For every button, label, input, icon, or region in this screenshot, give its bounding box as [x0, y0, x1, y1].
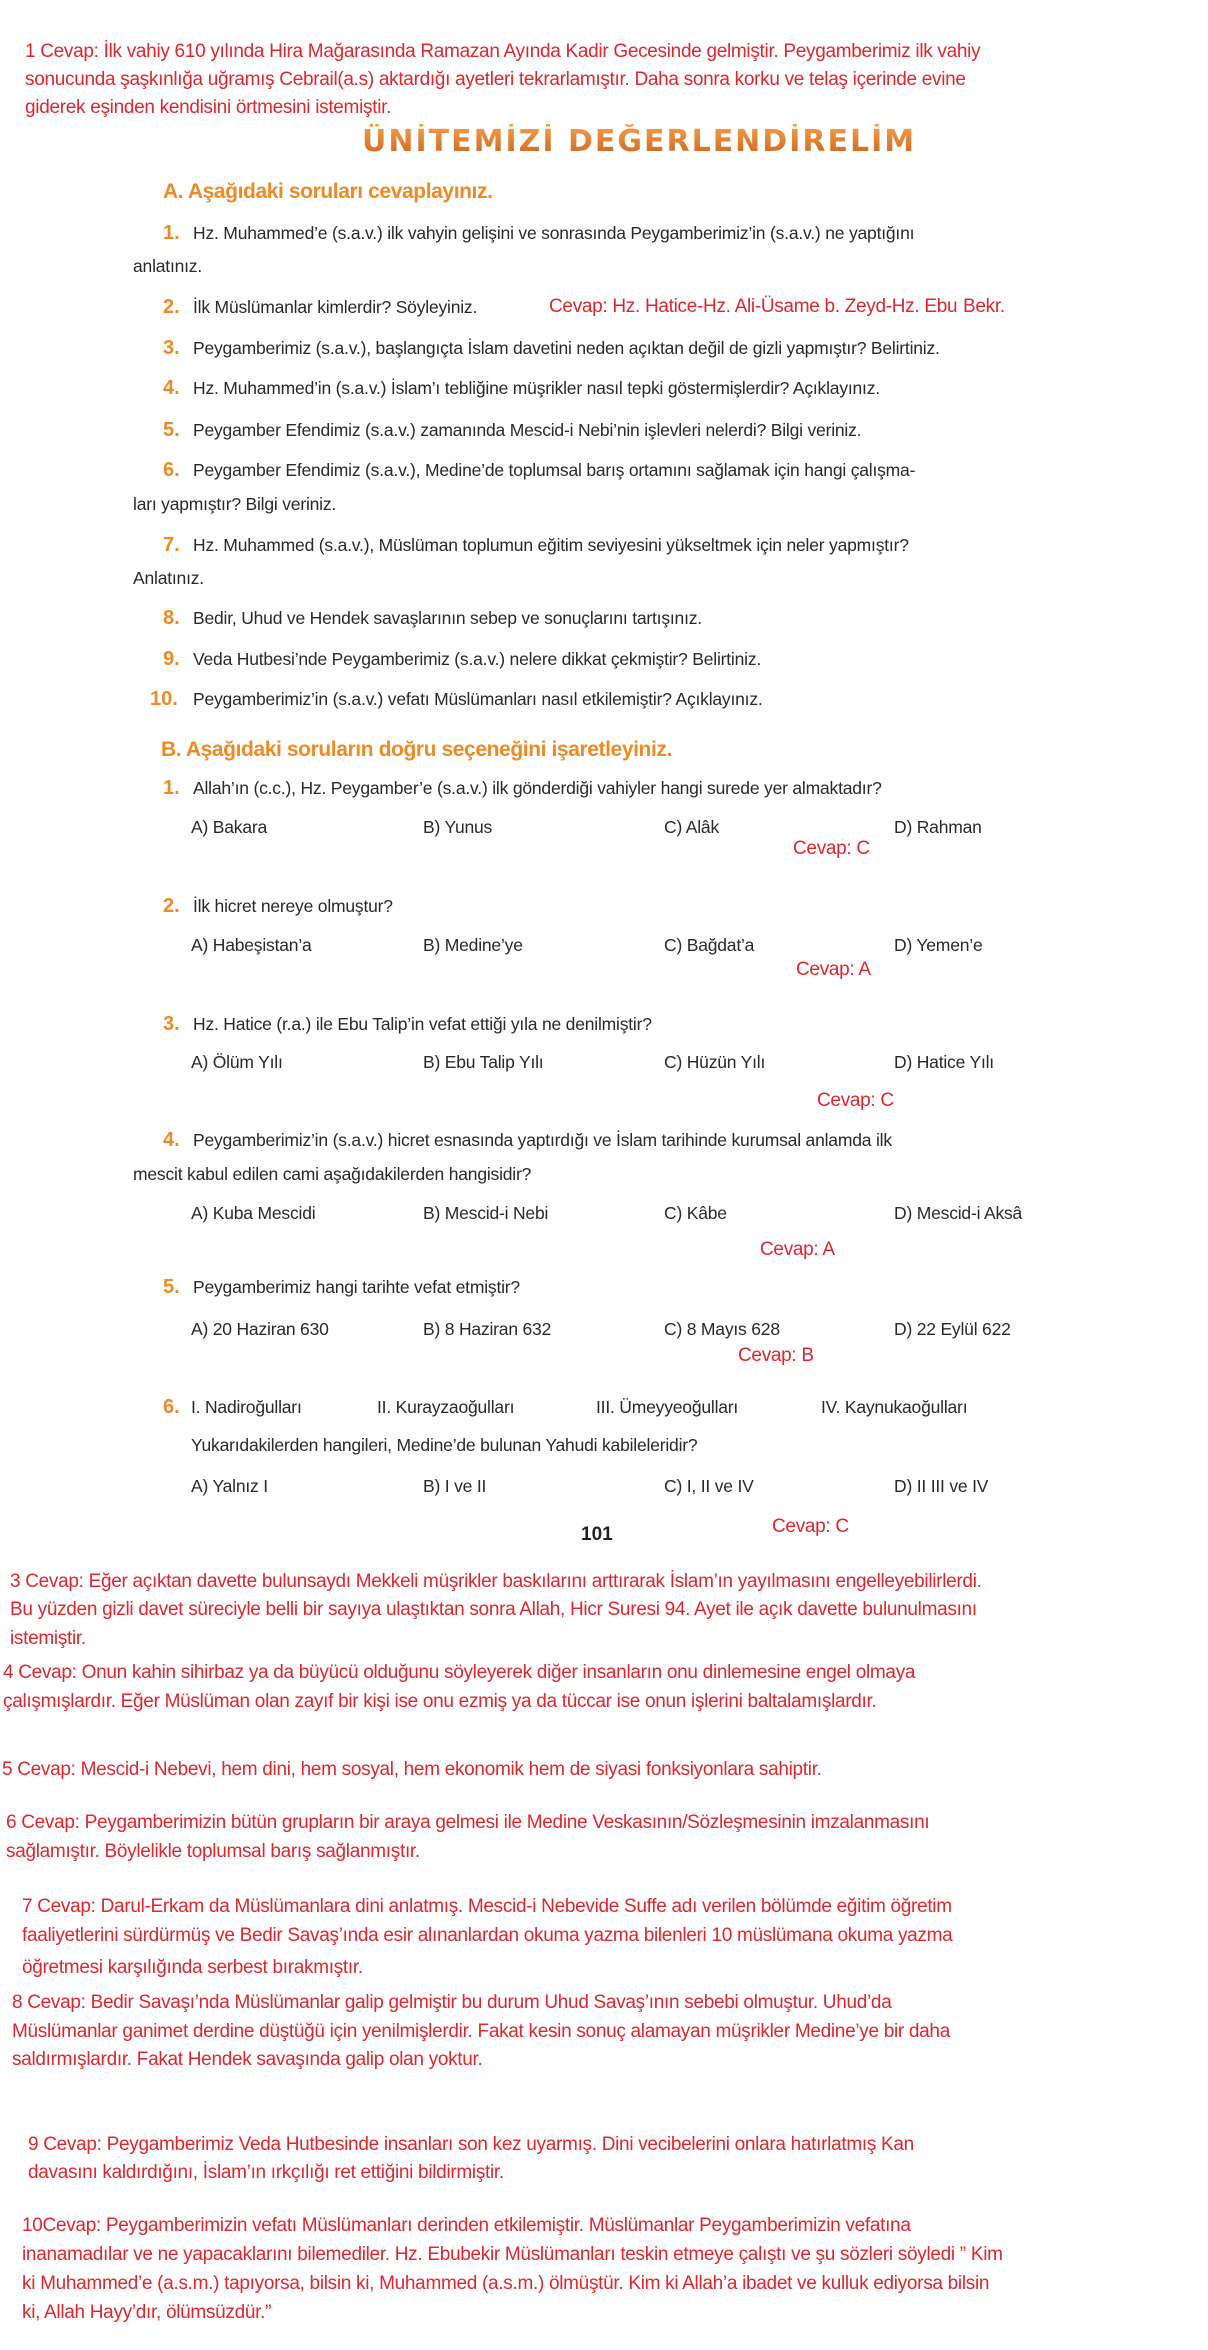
- answer-text-line: ki, Allah Hayy’dır, ölümsüzdür.”: [22, 2302, 272, 2323]
- question-text: İlk hicret nereye olmuştur?: [193, 896, 393, 916]
- answer-option: C) 8 Mayıs 628: [664, 1319, 780, 1339]
- answer-option: A) Ölüm Yılı: [191, 1052, 283, 1072]
- answer-option: D) Mescid-i Aksâ: [894, 1203, 1023, 1223]
- question-text: Peygamberimiz’in (s.a.v.) vefatı Müslümanları nasıl etkilemiştir? Açıklayınız.: [193, 689, 763, 709]
- answer-option: B) Mescid-i Nebi: [423, 1203, 549, 1223]
- question-text: Bedir, Uhud ve Hendek savaşlarının sebep ve sonuçlarını tartışınız.: [193, 608, 702, 628]
- answer-text-line: Bu yüzden gizli davet süreciyle belli bir sayıya ulaştıktan sonra Allah, Hicr Suresi 94. Ayet ile açık davette bulunulmasını: [10, 1599, 977, 1620]
- question-number: 3.: [163, 1013, 180, 1035]
- answer-option: D) Rahman: [894, 817, 982, 837]
- answer-option: A) Habeşistan’a: [191, 935, 312, 955]
- section-a-heading: A. Aşağıdaki soruları cevaplayınız.: [163, 180, 493, 203]
- answer-key: Cevap: C: [817, 1090, 894, 1111]
- answer-option: C) Alâk: [664, 817, 720, 837]
- answer-option: A) 20 Haziran 630: [191, 1319, 329, 1339]
- answer-key: Cevap: B: [738, 1345, 814, 1366]
- question-text: mescit kabul edilen cami aşağıdakilerden hangisidir?: [133, 1164, 532, 1184]
- answer-option: B) Ebu Talip Yılı: [423, 1052, 544, 1072]
- answer-text-line: 9 Cevap: Peygamberimiz Veda Hutbesinde insanları son kez uyarmış. Dini vecibelerini onlara hatırlatmış Kan: [28, 2134, 914, 2155]
- answer-text-line: ki Muhammed’e (a.s.m.) tapıyorsa, bilsin ki, Muhammed (a.s.m.) ölmüştür. Kim ki Allah’a ibadet ve kulluk ediyorsa bilsin: [22, 2273, 990, 2294]
- answer-option: C) I, II ve IV: [664, 1476, 754, 1496]
- answer-key: Cevap: A: [796, 959, 871, 980]
- question-number: 2.: [163, 296, 180, 318]
- answer-option: B) Yunus: [423, 817, 493, 837]
- answer-text-line: 5 Cevap: Mescid-i Nebevi, hem dini, hem sosyal, hem ekonomik hem de siyasi fonksiyonlara sahiptir.: [2, 1759, 822, 1780]
- answer-option: C) Kâbe: [664, 1203, 727, 1223]
- answer-1-line: giderek eşinden kendisini örtmesini istemiştir.: [25, 97, 392, 118]
- answer-key: Cevap: A: [760, 1239, 835, 1260]
- answer-text-line: çalışmışlardır. Eğer Müslüman olan zayıf bir kişi ise onu ezmiş ya da tüccar ise onun işlerini baltalamışlardır.: [3, 1691, 877, 1712]
- question-text: Hz. Hatice (r.a.) ile Ebu Talip’in vefat ettiği yıla ne denilmiştir?: [193, 1014, 652, 1034]
- question-text: ları yapmıştır? Bilgi veriniz.: [133, 494, 337, 514]
- statement-item: IV. Kaynukaoğulları: [821, 1397, 968, 1417]
- answer-option: C) Hüzün Yılı: [664, 1052, 766, 1072]
- answer-text-line: Müslümanlar ganimet derdine düştüğü için yenilmişlerdir. Fakat kesin sonuç alamayan müşrikler Medine’ye bir daha: [12, 2021, 950, 2042]
- answer-1-line: 1 Cevap: İlk vahiy 610 yılında Hira Mağarasında Ramazan Ayında Kadir Gecesinde gelmiştir. Peygamberimiz ilk vahiy: [25, 41, 981, 62]
- answer-text-line: saldırmışlardır. Fakat Hendek savaşında galip olan yoktur.: [12, 2049, 483, 2070]
- question-number: 8.: [163, 607, 180, 629]
- answer-option: B) Medine’ye: [423, 935, 523, 955]
- question-number: 9.: [163, 648, 180, 670]
- question-text: Veda Hutbesi’nde Peygamberimiz (s.a.v.) nelere dikkat çekmiştir? Belirtiniz.: [193, 649, 762, 669]
- q2-answer: Cevap: Hz. Hatice-Hz. Ali-Üsame b. Zeyd-Hz. Ebu: [549, 296, 958, 317]
- answer-text-line: 10Cevap: Peygamberimizin vefatı Müslümanları derinden etkilemiştir. Müslümanlar Peygamberimizin vefatına: [22, 2215, 911, 2236]
- answer-1-line: sonucunda şaşkınlığa uğramış Cebrail(a.s) aktardığı ayetleri tekrarlamıştır. Daha sonra korku ve telaş içerinde evine: [25, 69, 966, 90]
- question-number: 4.: [163, 377, 180, 399]
- question-number: 1.: [163, 222, 180, 244]
- answer-text-line: 6 Cevap: Peygamberimizin bütün grupların bir araya gelmesi ile Medine Veskasının/Sözleşmesinin imzalanmasını: [6, 1812, 930, 1833]
- question-text: anlatınız.: [133, 256, 203, 276]
- question-number: 4.: [163, 1129, 180, 1151]
- question-text: Hz. Muhammed’e (s.a.v.) ilk vahyin gelişini ve sonrasında Peygamberimiz’in (s.a.v.) ne yaptığını: [193, 223, 915, 243]
- question-text: Peygamberimiz’in (s.a.v.) hicret esnasında yaptırdığı ve İslam tarihinde kurumsal anlamda ilk: [193, 1130, 892, 1150]
- answer-option: D) Yemen’e: [894, 935, 983, 955]
- question-number: 2.: [163, 895, 180, 917]
- statement-item: I. Nadiroğulları: [191, 1397, 302, 1417]
- question-text: Peygamber Efendimiz (s.a.v.) zamanında Mescid-i Nebi’nin işlevleri nelerdi? Bilgi veriniz.: [193, 420, 862, 440]
- answer-option: A) Yalnız I: [191, 1476, 268, 1496]
- question-text: Hz. Muhammed’in (s.a.v.) İslam’ı tebliğine müşrikler nasıl tepki göstermişlerdir? Açıklayınız.: [193, 378, 880, 398]
- answer-text-line: 7 Cevap: Darul-Erkam da Müslümanlara dini anlatmış. Mescid-i Nebevide Suffe adı verilen bölümde eğitim öğretim: [22, 1896, 952, 1917]
- answer-text-line: öğretmesi karşılığında serbest bırakmıştır.: [22, 1957, 363, 1978]
- statement-item: II. Kurayzaoğulları: [377, 1397, 515, 1417]
- answer-text-line: 4 Cevap: Onun kahin sihirbaz ya da büyücü olduğunu söyleyerek diğer insanların onu dinlemesine engel olmaya: [3, 1662, 916, 1683]
- question-number: 7.: [163, 534, 180, 556]
- question-text: Peygamber Efendimiz (s.a.v.), Medine’de toplumsal barış ortamını sağlamak için hangi çalışma-: [193, 460, 916, 480]
- question-number: 3.: [163, 337, 180, 359]
- section-b-heading: B. Aşağıdaki soruların doğru seçeneğini işaretleyiniz.: [161, 738, 672, 761]
- page-number: 101: [581, 1524, 613, 1545]
- answer-option: B) 8 Haziran 632: [423, 1319, 552, 1339]
- question-text: Hz. Muhammed (s.a.v.), Müslüman toplumun eğitim seviyesini yükseltmek için neler yapmıştır?: [193, 535, 909, 555]
- question-number: 1.: [163, 777, 180, 799]
- question-text: Peygamberimiz hangi tarihte vefat etmiştir?: [193, 1277, 520, 1297]
- question-text: Peygamberimiz (s.a.v.), başlangıçta İslam davetini neden açıktan değil de gizli yapmıştır? Belirtiniz.: [193, 338, 940, 358]
- answer-option: D) 22 Eylül 622: [894, 1319, 1011, 1339]
- question-number: 6.: [163, 459, 180, 481]
- answer-option: A) Bakara: [191, 817, 268, 837]
- statement-item: III. Ümeyyeoğulları: [596, 1397, 739, 1417]
- answer-key: Cevap: C: [793, 838, 870, 859]
- question-text: İlk Müslümanlar kimlerdir? Söyleyiniz.: [193, 297, 478, 317]
- answer-key: Cevap: C: [772, 1516, 849, 1537]
- question-text: Anlatınız.: [133, 568, 204, 588]
- answer-option: B) I ve II: [423, 1476, 487, 1496]
- question-text: Allah’ın (c.c.), Hz. Peygamber’e (s.a.v.) ilk gönderdiği vahiyler hangi surede yer almaktadır?: [193, 778, 882, 798]
- page-title: ÜNİTEMİZİ DEĞERLENDİRELİM: [362, 124, 917, 159]
- answer-text-line: istemiştir.: [10, 1628, 86, 1649]
- answer-option: C) Bağdat’a: [664, 935, 755, 955]
- question-number: 6.: [163, 1396, 180, 1418]
- answer-text-line: inanamadılar ve ne yapacaklarını bilemediler. Hz. Ebubekir Müslümanları teskin etmeye çalıştı ve şu sözleri söyledi ” Kim: [22, 2244, 1003, 2265]
- answer-option: D) Hatice Yılı: [894, 1052, 994, 1072]
- answer-text-line: 3 Cevap: Eğer açıktan davette bulunsaydı Mekkeli müşrikler baskılarını arttırarak İslam’ın yayılmasını engelleyebilirlerdi.: [10, 1571, 982, 1592]
- question-number: 5.: [163, 1276, 180, 1298]
- answer-text-line: davasını kaldırdığını, İslam’ın ırkçılığı ret ettiğini bildirmiştir.: [28, 2162, 504, 2183]
- q2-answer-continuation: Bekr.: [963, 296, 1005, 317]
- answer-option: A) Kuba Mescidi: [191, 1203, 316, 1223]
- question-number: 5.: [163, 419, 180, 441]
- answer-text-line: sağlamıştır. Böylelikle toplumsal barış sağlanmıştır.: [6, 1841, 420, 1862]
- question-text: Yukarıdakilerden hangileri, Medine’de bulunan Yahudi kabileleridir?: [191, 1435, 698, 1455]
- question-number: 10.: [150, 688, 178, 710]
- answer-text-line: faaliyetlerini sürdürmüş ve Bedir Savaş’ında esir alınanlardan okuma yazma bilenleri 10 müslümana okuma yazma: [22, 1925, 953, 1946]
- answer-option: D) II III ve IV: [894, 1476, 989, 1496]
- answer-text-line: 8 Cevap: Bedir Savaşı’nda Müslümanlar galip gelmiştir bu durum Uhud Savaş’ının sebebi olmuştur. Uhud’da: [12, 1992, 892, 2013]
